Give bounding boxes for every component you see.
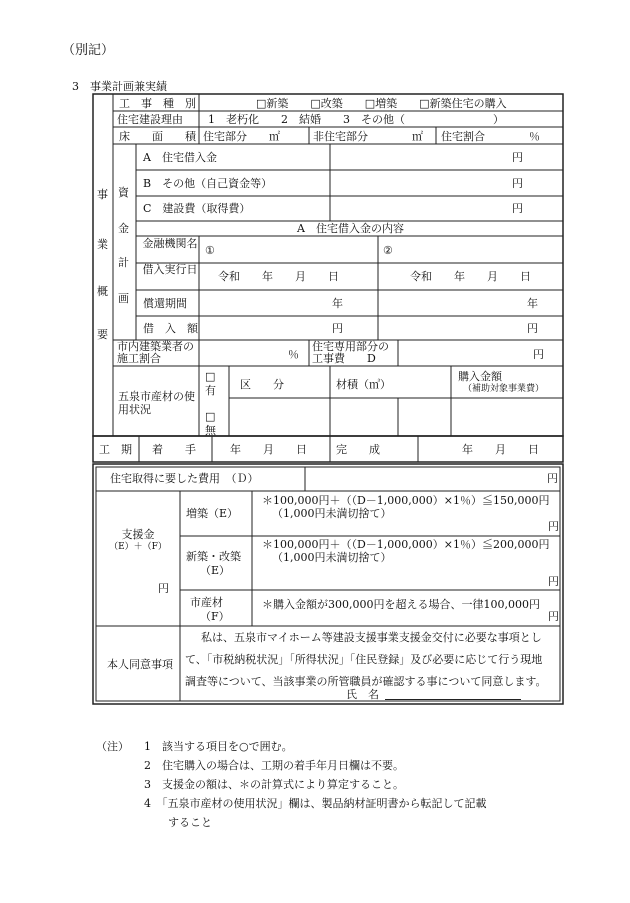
loan-detail-header: A 住宅借入金の内容 — [297, 222, 404, 235]
sanzai-formula: ＊購入金額が300,000円を超える場合、一律100,000円 — [262, 598, 540, 611]
housing-cost-yen[interactable]: 円 — [533, 348, 544, 361]
consent-line-1: 私は、五泉市マイホーム等建設支援事業支援金交付に必要な事項とし — [201, 631, 542, 644]
total-cost-label: 住宅取得に要した費用 （Ｄ） — [110, 472, 259, 485]
consent-label: 本人同意事項 — [107, 658, 173, 671]
note-3: 3 支援金の額は、＊の計算式により算定すること。 — [144, 778, 404, 791]
contractor-percent[interactable]: ％ — [288, 348, 299, 361]
amount-2-field[interactable]: 円 — [527, 322, 538, 335]
housing-ratio-field[interactable]: 住宅割合 ％ — [441, 130, 540, 143]
shinchiku-e: （E） — [200, 564, 231, 577]
other-b-yen[interactable]: 円 — [512, 177, 523, 190]
period-label: 工 期 — [99, 443, 132, 456]
sanzai-yen[interactable]: 円 — [548, 610, 559, 623]
side-kei: 計 — [118, 256, 129, 269]
subsidy-label: 支援金 — [121, 528, 155, 541]
note-4b: すること — [168, 816, 212, 829]
total-cost-yen[interactable]: 円 — [547, 472, 558, 485]
reason-label: 住宅建設理由 — [117, 113, 183, 126]
purchase-note: （補助対象事業費） — [463, 384, 545, 394]
sanzai-label: 市産材 — [190, 596, 223, 609]
kubun-header: 区 分 — [240, 378, 284, 391]
side-ga: 画 — [118, 292, 129, 305]
start-date-field[interactable]: 年 月 日 — [230, 443, 307, 456]
bank-1-field[interactable]: ① — [205, 244, 215, 257]
floor-area-label: 床 面 積 — [119, 130, 196, 143]
loan-a-yen[interactable]: 円 — [512, 151, 523, 164]
construction-type-label: 工 事 種 別 — [119, 97, 196, 110]
note-1: 1 該当する項目を○で囲む。 — [144, 740, 293, 753]
material-label: 五泉市産材の使用状況 — [118, 390, 195, 416]
zochiku-yen[interactable]: 円 — [548, 520, 559, 533]
loan-date-label: 借入実行日 — [142, 263, 198, 276]
consent-line-2: て、「市税納税状況」「所得状況」「住民登録」及び必要に応じて行う現地 — [185, 653, 543, 666]
notes-head: （注） — [96, 740, 129, 753]
repay-1-field[interactable]: 年 — [332, 297, 343, 310]
side-ji: 事 — [97, 188, 108, 201]
side-gyo: 業 — [97, 238, 108, 251]
amount-1-field[interactable]: 円 — [332, 322, 343, 335]
bank-2-field[interactable]: ② — [383, 244, 393, 257]
zochiku-formula-2: （1,000円未満切捨て） — [272, 507, 392, 520]
shinchiku-formula-2: （1,000円未満切捨て） — [272, 551, 392, 564]
amount-label: 借 入 額 — [143, 322, 198, 335]
material-no-checkbox[interactable]: □無 — [205, 410, 216, 437]
annex-label: （別記） — [62, 43, 115, 58]
consent-line-3: 調査等について、当該事業の所管職員が確認する事について同意します。 — [185, 675, 547, 688]
side-shi: 資 — [118, 186, 129, 199]
construction-type-options[interactable]: □新築 □改築 □増築 □新築住宅の購入 — [256, 97, 507, 110]
loan-date-2[interactable]: 令和 年 月 日 — [410, 270, 531, 283]
start-label: 着 手 — [152, 443, 196, 456]
note-4a: 4 「五泉市産材の使用状況」欄は、製品納材証明書から転記して記載 — [144, 797, 487, 810]
contractor-label: 市内建築業者の施工割合 — [117, 340, 194, 365]
repay-label: 償還期間 — [143, 297, 187, 310]
housing-cost-label: 住宅専用部分の工事費 D — [312, 340, 389, 365]
sign-label: 氏 名 — [346, 688, 379, 701]
shinchiku-label: 新築・改築 — [186, 550, 241, 563]
volume-header: 材積（㎥） — [336, 378, 391, 391]
shinchiku-formula-1: ＊100,000円＋（（D－1,000,000）×1％）≦200,000円 — [262, 538, 550, 551]
purchase-header: 購入金額 — [458, 370, 502, 383]
side-kin: 金 — [118, 222, 129, 235]
sanzai-f: （F） — [200, 610, 230, 623]
cost-c-yen[interactable]: 円 — [512, 202, 523, 215]
section-title: 3 事業計画兼実績 — [72, 80, 167, 93]
housing-area-field[interactable]: 住宅部分 ㎡ — [203, 130, 280, 143]
loan-a-label: A 住宅借入金 — [143, 151, 217, 164]
zochiku-formula-1: ＊100,000円＋（（D－1,000,000）×1％）≦150,000円 — [262, 494, 550, 507]
subsidy-yen[interactable]: 円 — [158, 582, 169, 595]
finish-date-field[interactable]: 年 月 日 — [462, 443, 539, 456]
cost-c-label: C 建設費（取得費） — [143, 202, 251, 215]
signature-line[interactable] — [385, 699, 521, 700]
side-yo: 要 — [97, 328, 108, 341]
finish-label: 完 成 — [336, 443, 380, 456]
subsidy-formula: （E）＋（F） — [109, 542, 167, 552]
non-housing-area-field[interactable]: 非住宅部分 ㎡ — [313, 130, 423, 143]
loan-date-1[interactable]: 令和 年 月 日 — [218, 270, 339, 283]
material-yes-checkbox[interactable]: □有 — [205, 370, 216, 397]
other-b-label: B その他（自己資金等） — [143, 177, 273, 190]
reason-options[interactable]: 1 老朽化 2 結婚 3 その他（ ） — [208, 113, 504, 126]
repay-2-field[interactable]: 年 — [527, 297, 538, 310]
bank-label: 金融機関名 — [142, 237, 198, 250]
note-2: 2 住宅購入の場合は、工期の着手年月日欄は不要。 — [144, 759, 404, 772]
shinchiku-yen[interactable]: 円 — [548, 575, 559, 588]
zochiku-label: 増築（E） — [186, 507, 239, 520]
side-gai: 概 — [97, 285, 108, 298]
